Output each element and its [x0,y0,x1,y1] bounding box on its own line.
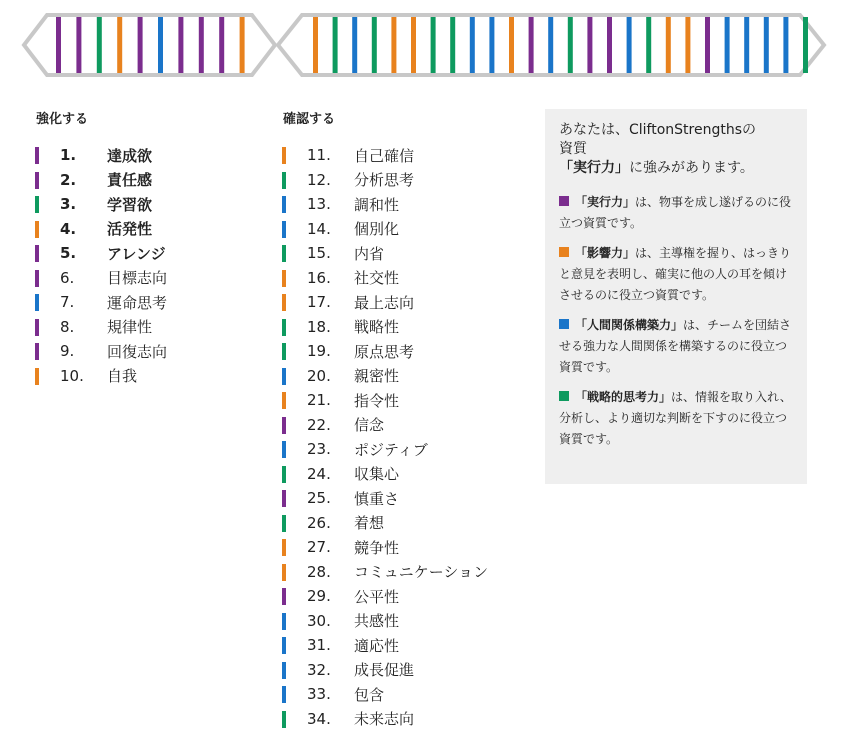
rank-number: 6. [60,268,75,287]
top-strengths-heading: 強化する [36,112,89,127]
theme-color-bar [35,221,39,238]
dna-right-bar [725,17,730,73]
theme-color-bar [282,392,286,409]
theme-color-square [559,196,569,206]
strength-name: 親密性 [354,367,400,386]
strength-name: 分析思考 [354,171,415,190]
dna-right-bar [509,17,514,73]
strength-name: 目標志向 [107,269,168,288]
theme-color-bar [282,270,286,287]
strength-name: 原点思考 [354,342,415,361]
rank-number: 26. [307,513,331,532]
strength-name: 着想 [354,514,385,533]
theme-color-bar [282,637,286,654]
rank-number: 21. [307,391,331,410]
summary-line-1: あなたは、CliftonStrengthsの [559,122,757,138]
strength-name: 競争性 [354,538,400,557]
dna-left-segment [24,15,275,75]
strength-name: 共感性 [354,612,400,631]
rank-number: 34. [307,709,331,728]
dna-right-bar [352,17,357,73]
dna-right-bar [685,17,690,73]
theme-color-bar [282,613,286,630]
theme-color-bar [35,245,39,262]
dna-right-bar [587,17,592,73]
rank-number: 28. [307,562,331,581]
strength-name: 信念 [354,416,385,435]
rank-number: 17. [307,293,331,312]
theme-title: 「実行力」 [575,195,636,209]
theme-description-executing [559,192,793,234]
dna-right-bar [313,17,318,73]
dna-right-bar [450,17,455,73]
strength-name: 内省 [354,244,385,263]
theme-text: は、チームを団結させる強力な人間関係を構築するのに役立つ資質です。 [559,318,792,374]
strength-name: 自我 [107,367,138,386]
dna-right-bar [470,17,475,73]
strength-name: 運命思考 [107,293,168,312]
dna-right-bar [411,17,416,73]
dna-right-bar [391,17,396,73]
rank-number: 30. [307,611,331,630]
theme-title: 「戦略的思考力」 [575,390,672,404]
strength-name: 達成欲 [107,146,153,165]
theme-color-bar [282,196,286,213]
theme-color-bar [282,564,286,581]
strength-name: 戦略性 [354,318,400,337]
theme-descriptions [559,192,793,450]
strength-name: ポジティブ [354,440,428,459]
dna-left-bar [138,17,143,73]
dna-right-bar [705,17,710,73]
strength-name: 社交性 [354,269,400,288]
theme-color-bar [282,441,286,458]
theme-color-bar [35,294,39,311]
rank-number: 24. [307,464,331,483]
rank-number: 23. [307,440,331,459]
dna-left-bar [240,17,245,73]
theme-color-bar [282,662,286,679]
dna-left-bar [178,17,183,73]
theme-color-bar [282,539,286,556]
dna-left-bar [219,17,224,73]
theme-color-square [559,319,569,329]
theme-color-bar [282,588,286,605]
rank-number: 1. [60,146,77,165]
dna-right-bar [548,17,553,73]
summary-line-3: に強みがあります。 [629,160,754,176]
theme-color-bar [282,417,286,434]
rank-number: 3. [60,195,77,214]
dna-right-bar [744,17,749,73]
rank-number: 27. [307,538,331,557]
dna-left-bar [56,17,61,73]
theme-text: は、情報を取り入れ、分析し、より適切な判断を下すのに役立つ資質です。 [559,390,792,446]
strength-name: 適応性 [354,636,400,655]
dna-right-bar [529,17,534,73]
theme-color-bar [282,172,286,189]
strength-name: アレンジ [107,244,166,263]
strength-name: 慎重さ [354,489,400,508]
dna-right-bar [764,17,769,73]
strength-name: 成長促進 [354,661,415,680]
rank-number: 5. [60,244,77,263]
strength-name: 責任感 [107,171,153,190]
theme-color-square [559,247,569,257]
rank-number: 2. [60,170,77,189]
rank-number: 29. [307,587,331,606]
rank-number: 18. [307,317,331,336]
theme-info-panel [545,109,807,484]
theme-color-bar [282,147,286,164]
rank-number: 7. [60,293,75,312]
rank-number: 25. [307,489,331,508]
rank-number: 33. [307,685,331,704]
dna-right-bar [333,17,338,73]
rank-number: 13. [307,195,331,214]
strength-name: 自己確信 [354,146,415,165]
theme-color-bar [282,686,286,703]
rank-number: 12. [307,170,331,189]
theme-color-bar [282,221,286,238]
dna-right-bar [607,17,612,73]
dna-right-bar [568,17,573,73]
theme-color-bar [282,490,286,507]
rank-number: 16. [307,268,331,287]
theme-description-relationship [559,315,793,378]
dna-left-bar [76,17,81,73]
theme-description-strategic [559,387,793,450]
strength-name: 包含 [354,685,385,704]
rank-number: 15. [307,244,331,263]
theme-color-bar [282,319,286,336]
dna-right-bar [372,17,377,73]
theme-color-bar [35,147,39,164]
strength-name: 未来志向 [354,710,415,729]
theme-text: は、物事を成し遂げるのに役立つ資質です。 [559,195,792,230]
strength-name: 収集心 [354,465,400,484]
dna-frame [24,15,275,75]
dna-right-bar [627,17,632,73]
theme-color-bar [35,343,39,360]
dna-right-bar [431,17,436,73]
strength-name: 回復志向 [107,342,168,361]
rank-number: 4. [60,219,77,238]
rank-number: 22. [307,415,331,434]
theme-color-bar [35,368,39,385]
strength-name: 最上志向 [354,293,415,312]
strength-name: 指令性 [354,391,400,410]
rank-number: 19. [307,342,331,361]
dna-left-bar [199,17,204,73]
theme-title: 「影響力」 [575,246,636,260]
strengths-dna-graphic [0,0,841,90]
strength-name: 活発性 [107,220,153,239]
theme-color-bar [282,515,286,532]
summary-line-2: 資質 [559,141,587,157]
theme-color-bar [282,368,286,385]
theme-title: 「人間関係構築力」 [575,318,684,332]
dna-left-bar [97,17,102,73]
theme-color-bar [282,466,286,483]
dna-right-bar [489,17,494,73]
rank-number: 14. [307,219,331,238]
strength-name: 個別化 [354,220,400,239]
dna-left-bar [158,17,163,73]
dna-right-bar [783,17,788,73]
rank-number: 9. [60,342,75,361]
dna-right-bar [803,17,808,73]
theme-color-square [559,391,569,401]
theme-text: は、主導権を握り、はっきりと意見を表明し、確実に他の人の耳を傾けさせるのに役立つ資質です。 [559,246,792,302]
rank-number: 31. [307,636,331,655]
rank-number: 8. [60,317,75,336]
strength-name: 規律性 [107,318,153,337]
theme-color-bar [282,294,286,311]
rank-number: 32. [307,660,331,679]
dna-right-bar [646,17,651,73]
summary-highlight-theme: 「実行力」 [559,160,629,176]
rank-number: 10. [60,366,84,385]
theme-color-bar [282,711,286,728]
theme-color-bar [282,245,286,262]
theme-color-bar [35,270,39,287]
summary-text [559,121,793,178]
theme-color-bar [282,343,286,360]
other-strengths-heading: 確認する [283,112,336,127]
theme-color-bar [35,319,39,336]
dna-left-bar [117,17,122,73]
strength-name: 調和性 [354,195,400,214]
strength-name: コミュニケーション [354,563,489,582]
theme-color-bar [35,172,39,189]
dna-right-bar [666,17,671,73]
strength-name: 公平性 [354,587,400,606]
rank-number: 20. [307,366,331,385]
strength-name: 学習欲 [107,195,153,214]
theme-description-influencing [559,243,793,306]
rank-number: 11. [307,146,331,165]
theme-color-bar [35,196,39,213]
dna-right-segment [278,15,824,75]
